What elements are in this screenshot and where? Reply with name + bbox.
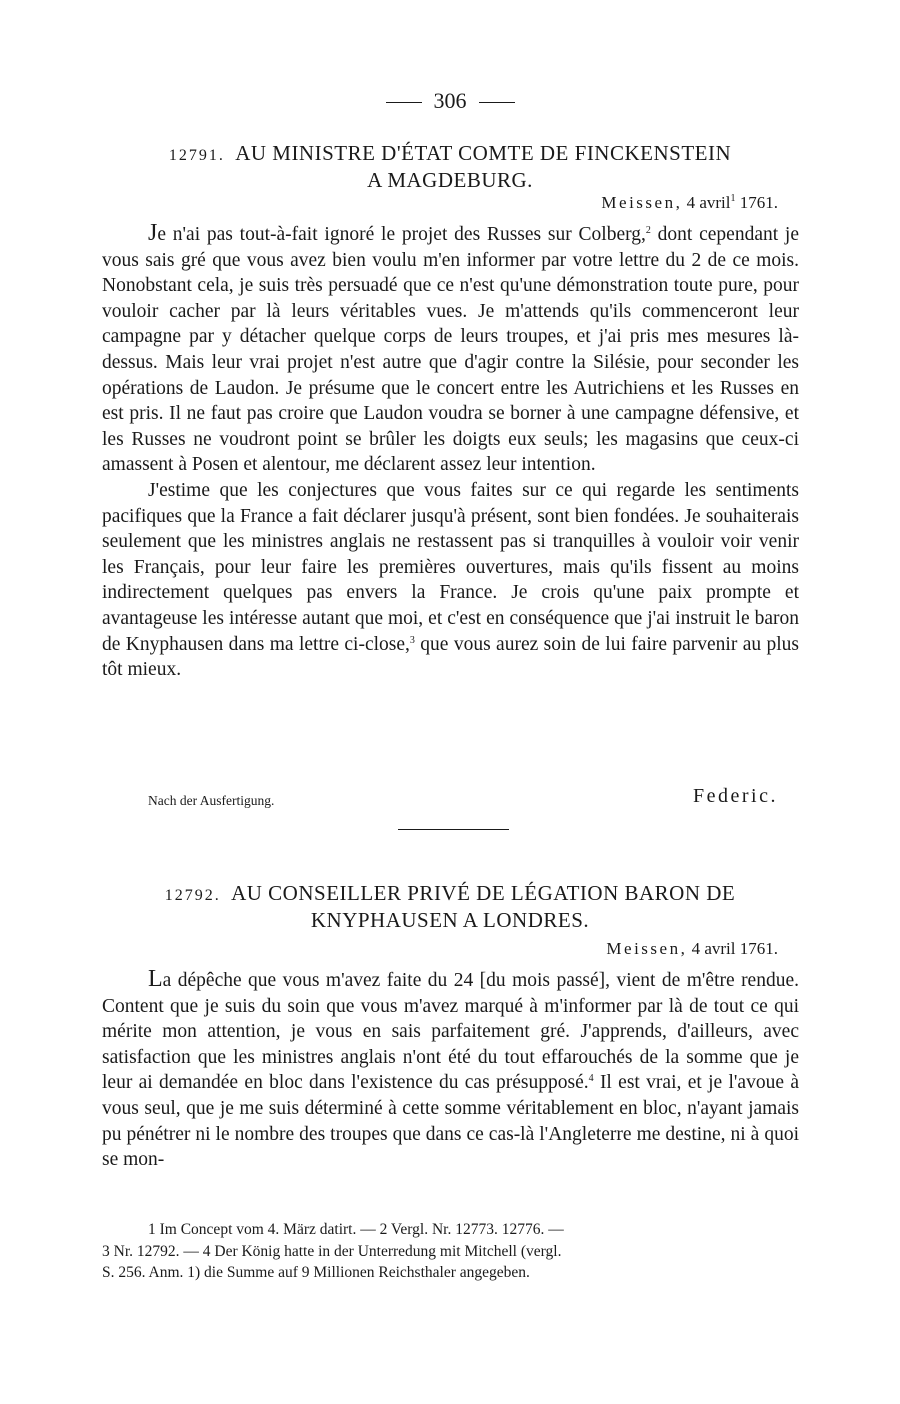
letter-body-12791 [102,221,799,683]
footnote-marker: 3 [409,634,415,646]
dateline-place: Meissen, [606,939,688,958]
page-number-row [0,88,900,114]
footnote-marker: 2 [645,225,651,236]
paragraph-text: Il est vrai, et je l'avoue à vous seul, que je me suis déterminé à cette somme véritablement en bloc, n'ayant jamais pu pénétrer ni le nombre des troupes que dans ce cas-là l'Angleterre me destine, ni à quoi se mon- [102,1072,799,1171]
letter-number: 12792. [164,887,221,904]
footnote-line: S. 256. Anm. 1) die Summe auf 9 Millionen Reichsthaler angegeben. [102,1264,530,1281]
letter-heading-12791 [100,141,800,193]
letter-recipient: AU MINISTRE D'ÉTAT COMTE DE FINCKENSTEIN [235,141,732,165]
paragraph [102,967,799,1173]
dateline-date: 4 avril [691,939,736,958]
letter-heading-line1 [100,141,800,168]
paragraph-text: a dépêche que vous m'avez faite du 24 [du mois passé], vient de m'être rendue. Content que je suis du soin que vous m'avez marqué à m'informer par là de tout ce qui mérite mon attention, je vous en sais parfaitement gré. J'apprends, d'ailleurs, avec satisfaction que les ministres anglais n'ont été du tout effarouchés de la somme que je leur ai demandée en bloc dans l'existence du cas présupposé. [102,970,799,1094]
signature: Federic. [693,785,778,807]
paragraph [102,221,799,478]
dateline-place: Meissen, [601,193,683,212]
paragraph-text: dont cependant je vous sais gré que vous avez bien voulu m'en informer par votre lettre du 2 de ce mois. Nonobstant cela, je suis très persuadé que ce n'est qu'une démonstration toute pure, pour vouloir cacher par là leurs véritables vues. Je m'attends qu'ils commenceront leur campagne par y détacher quelque corps de leurs troupes, et j'ai pris mes mesures là-dessus. Mais leur vrai projet n'est autre que d'agir contre la Silésie, pour seconder les opérations de Laudon. Je présume que le concert entre les Autrichiens et les Russes en est pris. Il ne faut pas croire que Laudon voudra se borner à une campagne défensive, et les Russes ne voudront point se brûler les doigts eux seuls; les magasins que ceux-ci amassent à Posen et alentour, me déclarent assez leur intention. [102,224,800,476]
letter-heading-line2: A MAGDEBURG. [367,168,533,192]
page-number-dash-left [386,102,422,103]
page-number: 306 [433,88,467,113]
paragraph [102,478,799,683]
letter-recipient: AU CONSEILLER PRIVÉ DE LÉGATION BARON DE [231,881,736,905]
footnote-marker: 4 [588,1073,594,1085]
section-separator [398,829,509,830]
dropcap: L [148,966,163,992]
footnote-marker: 1 [730,193,736,204]
dateline-year: 1761. [739,193,778,212]
letter-heading-line2: KNYPHAUSEN A LONDRES. [310,908,590,932]
footnote-line: 3 Nr. 12792. — 4 Der König hatte in der Unterredung mit Mitchell (vergl. [102,1242,562,1260]
page-number-dash-right [479,102,515,103]
letter-body-12792 [102,967,799,1173]
letter-heading-12792 [100,881,800,933]
dateline-year: 1761. [739,939,778,958]
dateline-date: 4 avril [686,193,731,212]
paragraph-text: J'estime que les conjectures que vous faites sur ce qui regarde les sentiments pacifiques que la France a fait déclarer jusqu'à présent, sont bien fondées. Je souhaiterais seulement que les ministres anglais ne restassent pas si tranquilles à vouloir voir venir les Français, pour leur faire les premières ouvertures, mais qu'ils fissent au moins indirectement quelques pas envers la France. Je crois qu'une paix prompte et avantageuse les intéresse autant que moi, et c'est en conséquence que j'ai instruit le baron de Knyphausen dans ma lettre ci-close, [102,479,799,655]
footnotes [102,1219,802,1284]
dateline-12791 [601,193,778,213]
dropcap: J [148,220,158,246]
paragraph-text: que vous aurez soin de lui faire parvenir au plus tôt mieux. [102,633,799,681]
letter-number: 12791. [168,147,225,164]
source-note: Nach der Ausfertigung. [148,793,275,808]
paragraph-text: e n'ai pas tout-à-fait ignoré le projet des Russes sur Colberg, [157,224,646,245]
footnote-line: 1 Im Concept vom 4. März datirt. — 2 Vergl. Nr. 12773. 12776. — [148,1221,564,1238]
letter-heading-line1 [100,881,800,908]
dateline-12792 [606,939,778,959]
